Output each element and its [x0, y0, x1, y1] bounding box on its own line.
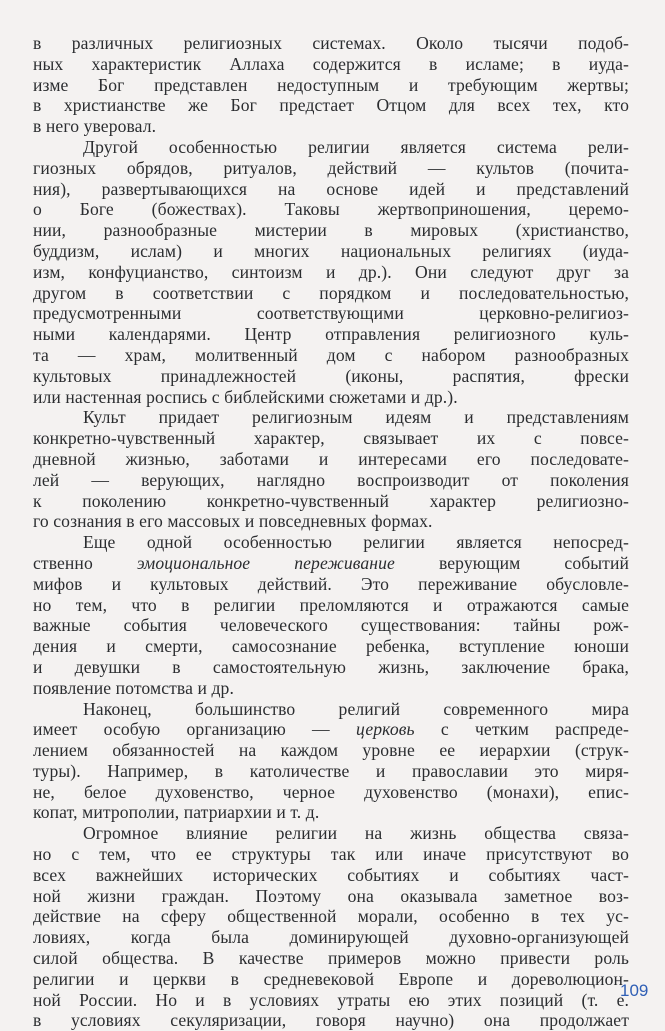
text-line: буддизм, ислам) и многих национальных религиях (иуда-: [33, 240, 629, 261]
text-line: в различных религиозных системах. Около тысячи подоб-: [33, 33, 629, 53]
text-line: конкретно-чувственный характер, связывает их с повсе-: [33, 428, 629, 449]
text-line: изме Бог представлен недоступным и требующим жертвы;: [33, 74, 629, 95]
text-line: в христианстве же Бог предстает Отцом для всех тех, кто: [33, 95, 629, 116]
text-line: туры). Например, в католичестве и православии это миря-: [33, 760, 629, 781]
text-line: религии и церкви в средневековой Европе и дореволюцион-: [33, 968, 629, 989]
text-line: ной России. Но и в условиях утраты ею этих позиций (т. е.: [33, 989, 629, 1010]
text-line: ных характеристик Аллаха содержится в исламе; в иуда-: [33, 53, 629, 74]
page-number: 109: [620, 981, 649, 1000]
text-line: но с тем, что ее структуры так или иначе присутствуют во: [33, 844, 629, 865]
text-line: к поколению конкретно-чувственный характер религиозно-: [33, 490, 629, 511]
text-line: ной жизни граждан. Поэтому она оказывала заметное воз-: [33, 885, 629, 906]
text-line: го сознания в его массовых и повседневных формах.: [33, 511, 433, 532]
text-line: мифов и культовых действий. Это переживание обусловле-: [33, 573, 629, 594]
text-line: всех важнейших исторических событиях и событиях част-: [33, 864, 629, 885]
text-line: предусмотренными соответствующими церковно-религиоз-: [33, 303, 629, 324]
text-line: или настенная роспись с библейскими сюжетами и др.).: [33, 386, 458, 407]
body-text: [33, 33, 629, 1031]
text-line: лением обязанностей на каждом уровне ее иерархии (струк-: [33, 740, 629, 761]
text-line: нии, разнообразные мистерии в мировых (христианство,: [33, 220, 629, 241]
text-line: Огромное влияние религии на жизнь общества связа-: [83, 823, 629, 844]
text-line: действие на сферу общественной морали, особенно в тех ус-: [33, 906, 629, 927]
text-line: гиозных обрядов, ритуалов, действий — культов (почита-: [33, 157, 629, 178]
text-line: ния), развертывающихся на основе идей и представлений: [33, 178, 629, 199]
text-line: но тем, что в религии преломляются и отражаются самые: [33, 594, 629, 615]
text-line: Культ придает религиозным идеям и представлениям: [83, 407, 629, 428]
text-line: ными календарями. Центр отправления религиозного куль-: [33, 324, 629, 345]
text-line: копат, митрополии, патриархии и т. д.: [33, 802, 320, 823]
text-line: лей — верующих, наглядно воспроизводит от поколения: [33, 469, 629, 490]
text-line: в условиях секуляризации, говоря научно) она продолжает: [33, 1010, 629, 1031]
text-line: появление потомства и др.: [33, 677, 234, 698]
text-line: Наконец, большинство религий современного мира: [83, 698, 629, 719]
text-line: та — храм, молитвенный дом с набором разнообразных: [33, 344, 629, 365]
text-line: культовых принадлежностей (иконы, распятия, фрески: [33, 365, 629, 386]
text-line: силой общества. В качестве примеров можно привести роль: [33, 948, 629, 969]
text-line: изм, конфуцианство, синтоизм и др.). Они следуют друг за: [33, 261, 629, 282]
text-line: дневной жизнью, заботами и интересами его последовате-: [33, 448, 629, 469]
text-line: имеет особую организацию — церковь с четким распреде-: [33, 719, 629, 740]
text-line: ственно эмоциональное переживание верующим событий: [33, 552, 630, 573]
italic-term: церковь: [356, 719, 415, 740]
text-line: другом в соответствии с порядком и последовательностью,: [33, 282, 629, 303]
text-line: Другой особенностью религии является система рели-: [83, 136, 629, 157]
text-line: в него уверовал.: [33, 116, 157, 137]
text-line: о Боге (божествах). Таковы жертвоприношения, церемо-: [33, 199, 629, 220]
text-line: и девушки в самостоятельную жизнь, заключение брака,: [33, 656, 629, 677]
text-line: Еще одной особенностью религии является непосред-: [83, 532, 629, 553]
text-line: дения и смерти, самосознание ребенка, вступление юноши: [33, 636, 629, 657]
text-line: не, белое духовенство, черное духовенство (монахи), епис-: [33, 781, 629, 802]
italic-term: эмоциональное переживание: [136, 552, 395, 573]
text-line: важные события человеческого существования: тайны рож-: [33, 615, 629, 636]
text-line: ловиях, когда была доминирующей духовно-организующей: [33, 927, 629, 948]
